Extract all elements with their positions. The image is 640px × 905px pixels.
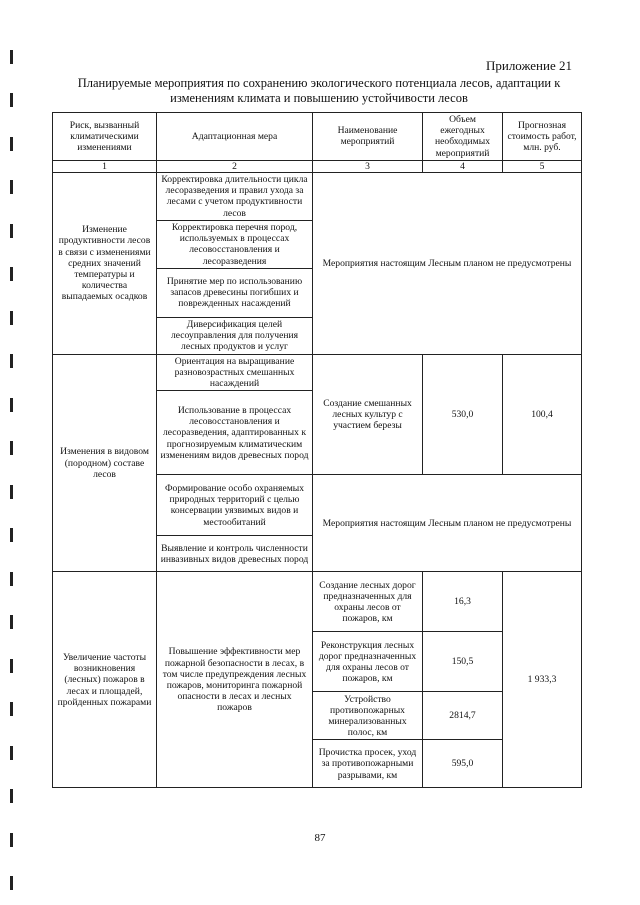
- measure-cell: Корректировка длительности цикла лесоразведения и правил ухода за лесами с учетом продуктивности лесов: [157, 172, 313, 220]
- risk-cell: Изменения в видовом (породном) составе лесов: [53, 354, 157, 572]
- cost-cell: 100,4: [503, 354, 582, 475]
- activity-cell: Прочистка просек, уход за противопожарными разрывами, км: [313, 740, 423, 788]
- measure-cell: Принятие мер по использованию запасов древесины погибших и поврежденных насаждений: [157, 268, 313, 317]
- risk-cell: Увеличение частоты возникновения (лесных) пожаров в лесах и площадей, пройденных пожарами: [53, 572, 157, 788]
- column-number-row: [53, 160, 582, 172]
- column-number: 3: [313, 160, 423, 172]
- activity-cell: Создание смешанных лесных культур с участием березы: [313, 354, 423, 475]
- binding-mark: [10, 615, 13, 629]
- header-volume: Объем ежегодных необходимых мероприятий: [423, 113, 503, 161]
- binding-mark: [10, 50, 13, 64]
- binding-mark: [10, 93, 13, 107]
- measure-cell: Диверсификация целей лесоуправления для получения лесных продуктов и услуг: [157, 317, 313, 354]
- risk-cell: Изменение продуктивности лесов в связи с изменениями средних значений температуры и количества выпадаемых осадков: [53, 172, 157, 354]
- binding-mark: [10, 441, 13, 455]
- measure-cell: Корректировка перечня пород, используемых в процессах лесовосстановления и лесоразведения: [157, 220, 313, 268]
- column-number: 5: [503, 160, 582, 172]
- activity-cell: Устройство противопожарных минерализованных полос, км: [313, 692, 423, 740]
- binding-mark: [10, 354, 13, 368]
- note-cell: Мероприятия настоящим Лесным планом не предусмотрены: [313, 475, 582, 572]
- binding-mark: [10, 224, 13, 238]
- measure-cell: Повышение эффективности мер пожарной безопасности в лесах, в том числе предупреждения лесных пожаров, мониторинга пожарной опасности в лесах и лесных пожаров: [157, 572, 313, 788]
- annex-label: Приложение 21: [485, 58, 572, 73]
- binding-mark: [10, 311, 13, 325]
- page-title: Планируемые мероприятия по сохранению экологического потенциала лесов, адаптации к изменениям климата и повышению устойчивости лесов: [77, 76, 561, 105]
- page-number: 87: [314, 832, 326, 844]
- activity-cell: Реконструкция лесных дорог предназначенных для охраны лесов от пожаров, км: [313, 632, 423, 692]
- binding-mark: [10, 528, 13, 542]
- binding-mark: [10, 659, 13, 673]
- measure-cell: Использование в процессах лесовосстановления и лесоразведения, адаптированных к прогнозируемым климатическим изменениям видов древесных пород: [157, 391, 313, 475]
- table-row: [53, 572, 582, 632]
- column-number: 4: [423, 160, 503, 172]
- measure-cell: Выявление и контроль численности инвазивных видов древесных пород: [157, 536, 313, 572]
- measure-cell: Формирование особо охраняемых природных территорий с целью консервации уязвимых видов и местообитаний: [157, 475, 313, 536]
- column-number: 2: [157, 160, 313, 172]
- measure-cell: Ориентация на выращивание разновозрастных смешанных насаждений: [157, 354, 313, 391]
- binding-mark: [10, 876, 13, 890]
- table-row: [53, 354, 582, 391]
- binding-mark: [10, 267, 13, 281]
- binding-mark: [10, 702, 13, 716]
- volume-cell: 530,0: [423, 354, 503, 475]
- note-cell: Мероприятия настоящим Лесным планом не предусмотрены: [313, 172, 582, 354]
- binding-mark: [10, 180, 13, 194]
- measures-table: [52, 112, 582, 788]
- volume-cell: 2814,7: [423, 692, 503, 740]
- header-row: [53, 113, 582, 161]
- volume-cell: 16,3: [423, 572, 503, 632]
- binding-mark: [10, 137, 13, 151]
- binding-mark: [10, 572, 13, 586]
- volume-cell: 150,5: [423, 632, 503, 692]
- activity-cell: Создание лесных дорог предназначенных для охраны лесов от пожаров, км: [313, 572, 423, 632]
- column-number: 1: [53, 160, 157, 172]
- header-cost: Прогнозная стоимость работ, млн. руб.: [503, 113, 582, 161]
- cost-cell: 1 933,3: [503, 572, 582, 788]
- volume-cell: 595,0: [423, 740, 503, 788]
- header-risk: Риск, вызванный климатическими изменениями: [53, 113, 157, 161]
- table-row: [53, 172, 582, 220]
- binding-mark: [10, 398, 13, 412]
- binding-mark: [10, 789, 13, 803]
- header-measure: Адаптационная мера: [157, 113, 313, 161]
- binding-mark: [10, 485, 13, 499]
- header-activity: Наименование мероприятий: [313, 113, 423, 161]
- binding-mark: [10, 746, 13, 760]
